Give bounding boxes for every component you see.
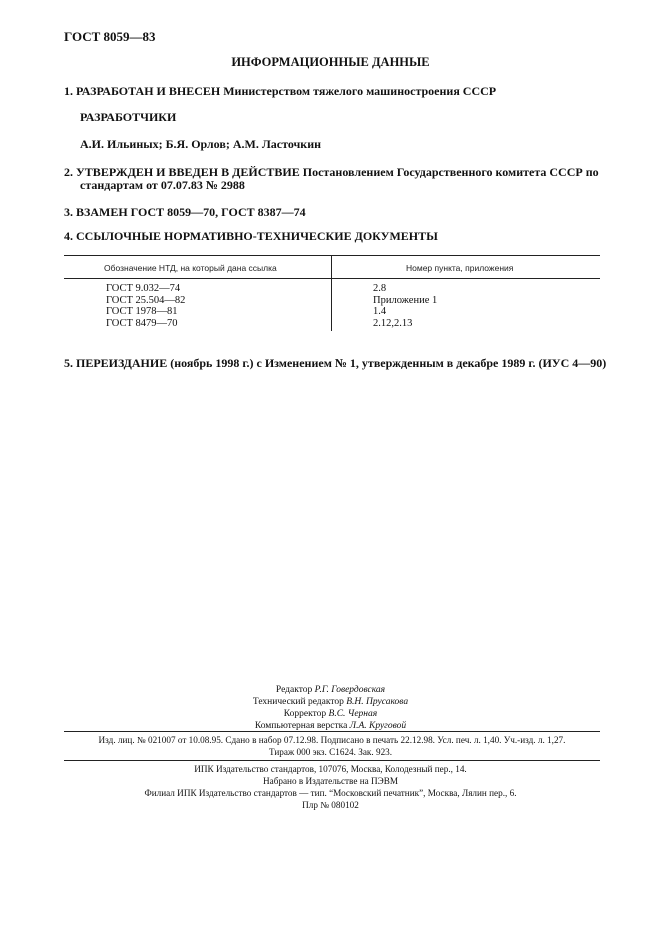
publication-line-3: ИПК Издательство стандартов, 107076, Москва, Колодезный пер., 14.	[194, 764, 467, 774]
developers-label: РАЗРАБОТЧИКИ	[80, 110, 177, 124]
item-2-text: Постановлением Государственного комитета СССР по	[302, 165, 599, 179]
table-header-document: Обозначение НТД, на который дана ссылка	[104, 263, 277, 273]
imprint-editor	[0, 684, 661, 696]
table-cell-doc: ГОСТ 9.032—74	[106, 283, 181, 294]
table-cell-doc: ГОСТ 8479—70	[106, 317, 178, 329]
imprint-corrector-name: В.С. Черная	[328, 709, 378, 719]
table-cell-ref: Приложение 1	[373, 294, 438, 306]
imprint-corrector-role: Корректор	[283, 709, 327, 719]
publication-line-6: Плр № 080102	[302, 800, 359, 810]
table-cell-ref: 2.12,2.13	[373, 317, 413, 329]
imprint-editor-name: Р.Г. Говердовская	[314, 685, 386, 695]
item-3: 3. ВЗАМЕН ГОСТ 8059—70, ГОСТ 8387—74	[64, 205, 306, 219]
imprint-tech-editor	[0, 696, 661, 708]
table-cell-doc: ГОСТ 25.504—82	[106, 294, 186, 306]
table-header-rule	[64, 278, 600, 279]
publication-line-4: Набрано в Издательстве на ПЭВМ	[262, 776, 399, 786]
publication-line-2: Тираж 000 экз. С1624. Зак. 923.	[268, 747, 393, 757]
publication-line-1: Изд. лиц. № 021007 от 10.08.95. Сдано в набор 07.12.98. Подписано в печать 22.12.98. Усл. печ. л. 1,40. Уч.-изд. л. 1,27.	[98, 735, 566, 745]
item-2	[64, 165, 599, 179]
item-5: 5. ПЕРЕИЗДАНИЕ (ноябрь 1998 г.) с Изменением № 1, утвержденным в декабре 1989 г. (ИУС 4—90)	[64, 356, 607, 370]
table-column-references	[373, 283, 437, 329]
imprint-tech-role: Технический редактор	[252, 697, 344, 707]
item-4: 4. ССЫЛОЧНЫЕ НОРМАТИВНО-ТЕХНИЧЕСКИЕ ДОКУМЕНТЫ	[64, 229, 438, 243]
table-top-rule	[64, 255, 600, 256]
document-header: ГОСТ 8059—83	[64, 29, 156, 44]
item-2-lead: 2. УТВЕРЖДЕН И ВВЕДЕН В ДЕЙСТВИЕ	[64, 165, 300, 179]
page-title: ИНФОРМАЦИОННЫЕ ДАННЫЕ	[231, 55, 430, 69]
table-column-divider	[331, 255, 332, 331]
imprint-layout-name: Л.А. Круговой	[349, 721, 407, 731]
imprint-corrector	[0, 708, 661, 720]
table-header-reference: Номер пункта, приложения	[406, 263, 514, 273]
table-cell-ref: 1.4	[373, 306, 387, 317]
imprint-tech-name: В.Н. Прусакова	[346, 697, 409, 707]
table-column-documents	[106, 283, 185, 329]
imprint-bottom-rule	[64, 760, 600, 761]
publication-line-5: Филиал ИПК Издательство стандартов — тип. “Московский печатник”, Москва, Лялин пер., 6.	[144, 788, 517, 798]
item-1-lead: 1. РАЗРАБОТАН И ВНЕСЕН	[64, 84, 221, 98]
imprint-editor-role: Редактор	[275, 685, 313, 695]
item-1-text: Министерством тяжелого машиностроения СССР	[223, 84, 497, 98]
item-1	[64, 84, 496, 98]
imprint-credits	[0, 684, 661, 732]
developers-list: А.И. Ильиных; Б.Я. Орлов; А.М. Ласточкин	[80, 137, 322, 151]
table-cell-ref: 2.8	[373, 283, 387, 294]
table-cell-doc: ГОСТ 1978—81	[106, 306, 178, 317]
imprint-layout-role: Компьютерная верстка	[254, 721, 348, 731]
item-2-continuation: стандартам от 07.07.83 № 2988	[80, 178, 245, 192]
imprint-top-rule	[64, 731, 600, 732]
